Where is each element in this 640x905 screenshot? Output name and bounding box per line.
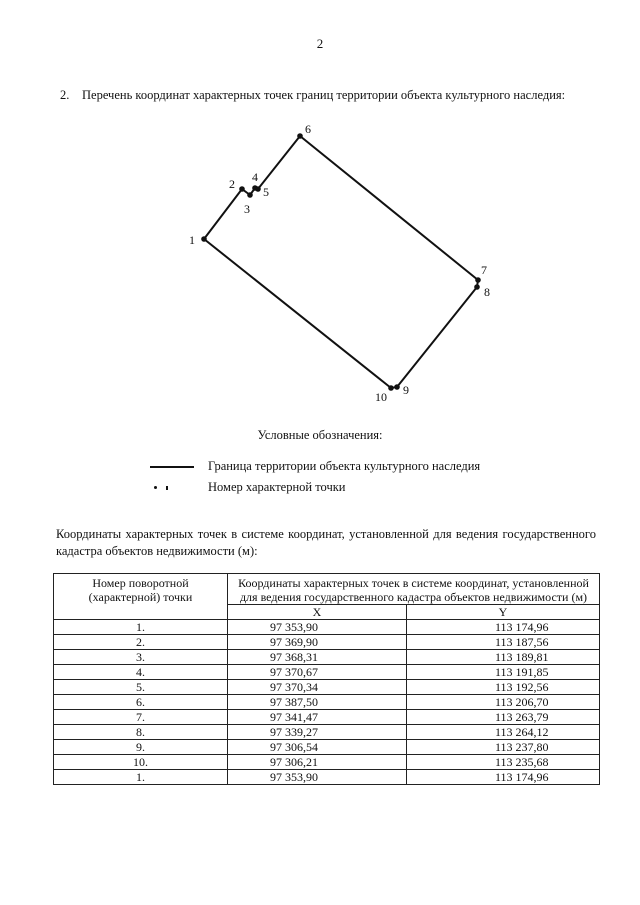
point-label-6: 6 [305,122,311,136]
point-number-cell: 6. [54,695,228,710]
point-number-cell: 8. [54,725,228,740]
boundary-line-icon [150,461,194,473]
point-number-cell: 10. [54,755,228,770]
point-number-cell: 5. [54,680,228,695]
x-coordinate-cell: 97 370,34 [228,680,407,695]
coordinates-table [53,573,600,785]
boundary-point-5 [255,186,261,192]
legend-boundary-text: Граница территории объекта культурного наследия [208,459,481,473]
boundary-plan [0,118,640,418]
section-title-text: Перечень координат характерных точек границ территории объекта культурного наследия: [82,88,566,102]
page-number: 2 [316,36,324,51]
x-coordinate-cell: 97 306,21 [228,755,407,770]
table-row [54,620,600,635]
legend-title: Условные обозначения: [257,428,383,442]
x-coordinate-cell: 97 387,50 [228,695,407,710]
point-label-4: 4 [252,170,258,184]
legend-point-text: Номер характерной точки [208,480,346,494]
table-row [54,650,600,665]
table-row [54,740,600,755]
legend-boundary [150,459,480,474]
header-y: Y [407,605,600,620]
x-coordinate-cell: 97 353,90 [228,770,407,785]
y-coordinate-cell: 113 174,96 [407,620,600,635]
point-label-8: 8 [484,285,490,299]
boundary-point-9 [394,384,400,390]
boundary-polygon [204,136,478,388]
boundary-points [201,133,481,391]
y-coordinate-cell: 113 189,81 [407,650,600,665]
point-label-2: 2 [229,177,235,191]
y-coordinate-cell: 113 174,96 [407,770,600,785]
table-row [54,710,600,725]
x-coordinate-cell: 97 353,90 [228,620,407,635]
header-coordinates: Координаты характерных точек в системе координат, установленной для ведения государственного кадастра объектов недвижимости (м) [228,574,600,605]
x-coordinate-cell: 97 368,31 [228,650,407,665]
point-number-cell: 1. [54,770,228,785]
table-row [54,770,600,785]
y-coordinate-cell: 113 237,80 [407,740,600,755]
x-coordinate-cell: 97 370,67 [228,665,407,680]
y-coordinate-cell: 113 192,56 [407,680,600,695]
point-number-cell: 9. [54,740,228,755]
y-coordinate-cell: 113 235,68 [407,755,600,770]
point-number-cell: 2. [54,635,228,650]
point-number-cell: 1. [54,620,228,635]
table-row [54,680,600,695]
x-coordinate-cell: 97 369,90 [228,635,407,650]
point-number-cell: 3. [54,650,228,665]
header-x: X [228,605,407,620]
section-number: 2. [60,88,70,102]
table-row [54,665,600,680]
section-title [60,88,565,103]
boundary-point-10 [388,385,394,391]
point-label-7: 7 [481,263,487,277]
y-coordinate-cell: 113 263,79 [407,710,600,725]
y-coordinate-cell: 113 187,56 [407,635,600,650]
boundary-point-7 [475,277,481,283]
point-label-5: 5 [263,185,269,199]
point-label-9: 9 [403,383,409,397]
y-coordinate-cell: 113 264,12 [407,725,600,740]
boundary-point-2 [239,186,245,192]
point-label-10: 10 [375,390,387,404]
table-row [54,635,600,650]
table-row [54,725,600,740]
boundary-point-6 [297,133,303,139]
boundary-point-8 [474,284,480,290]
point-number-cell: 4. [54,665,228,680]
x-coordinate-cell: 97 339,27 [228,725,407,740]
coordinates-table-body [54,620,600,785]
table-row [54,755,600,770]
point-marker-icon [150,482,194,494]
point-label-1: 1 [189,233,195,247]
header-point-number: Номер поворотной (характерной) точки [54,574,228,620]
table-row [54,695,600,710]
y-coordinate-cell: 113 206,70 [407,695,600,710]
boundary-point-1 [201,236,207,242]
point-number-cell: 7. [54,710,228,725]
x-coordinate-cell: 97 341,47 [228,710,407,725]
x-coordinate-cell: 97 306,54 [228,740,407,755]
coords-intro: Координаты характерных точек в системе координат, установленной для ведения государственного кадастра объектов недвижимости (м): [56,527,596,558]
point-label-3: 3 [244,202,250,216]
boundary-point-3 [247,192,253,198]
legend-point [150,480,346,495]
y-coordinate-cell: 113 191,85 [407,665,600,680]
